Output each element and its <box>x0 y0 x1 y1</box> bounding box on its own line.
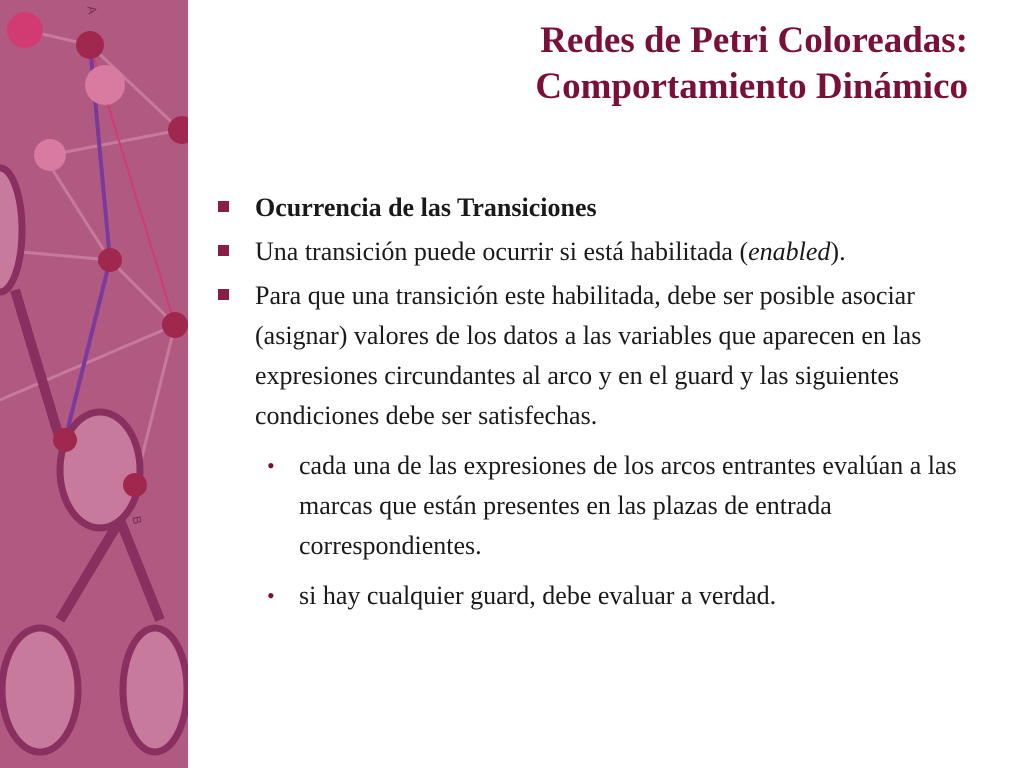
square-bullet-icon <box>218 201 229 212</box>
sub-bullet-text: si hay cualquier guard, debe evaluar a verdad. <box>299 581 777 610</box>
bullet-text: Ocurrencia de las Transiciones <box>255 193 597 222</box>
network-graph-illustration <box>0 0 188 768</box>
bullet-text <box>255 237 846 266</box>
bullet-text-part: Una transición puede ocurrir si está habilitada ( <box>255 237 749 266</box>
title-line-2: Comportamiento Dinámico <box>535 66 968 107</box>
round-bullet-icon: • <box>267 453 275 478</box>
bullet-item <box>215 276 985 436</box>
sub-bullet-item <box>215 446 985 566</box>
sub-bullet-item <box>215 576 985 616</box>
slide-body <box>215 188 985 622</box>
title-line-1: Redes de Petri Coloreadas: <box>540 20 968 61</box>
decorative-sidebar <box>0 0 188 768</box>
round-bullet-icon: • <box>267 583 275 608</box>
bullet-item <box>215 232 985 272</box>
bullet-text-italic: enabled <box>748 237 831 266</box>
square-bullet-icon <box>218 245 229 256</box>
node-label-a: A <box>84 4 100 16</box>
slide-title <box>535 18 968 110</box>
bullet-text: Para que una transición este habilitada, debe ser posible asociar (asignar) valores de los datos a las variables que aparecen en las expresiones circundantes al arco y en el guard y las siguientes condiciones debe ser satisfechas. <box>255 281 922 430</box>
square-bullet-icon <box>218 289 229 300</box>
bullet-item <box>215 188 985 228</box>
bullet-text-part: ). <box>830 237 846 266</box>
node-label-b: B <box>129 515 145 526</box>
sub-bullet-text: cada una de las expresiones de los arcos entrantes evalúan a las marcas que están presentes en las plazas de entrada correspondientes. <box>299 451 957 560</box>
